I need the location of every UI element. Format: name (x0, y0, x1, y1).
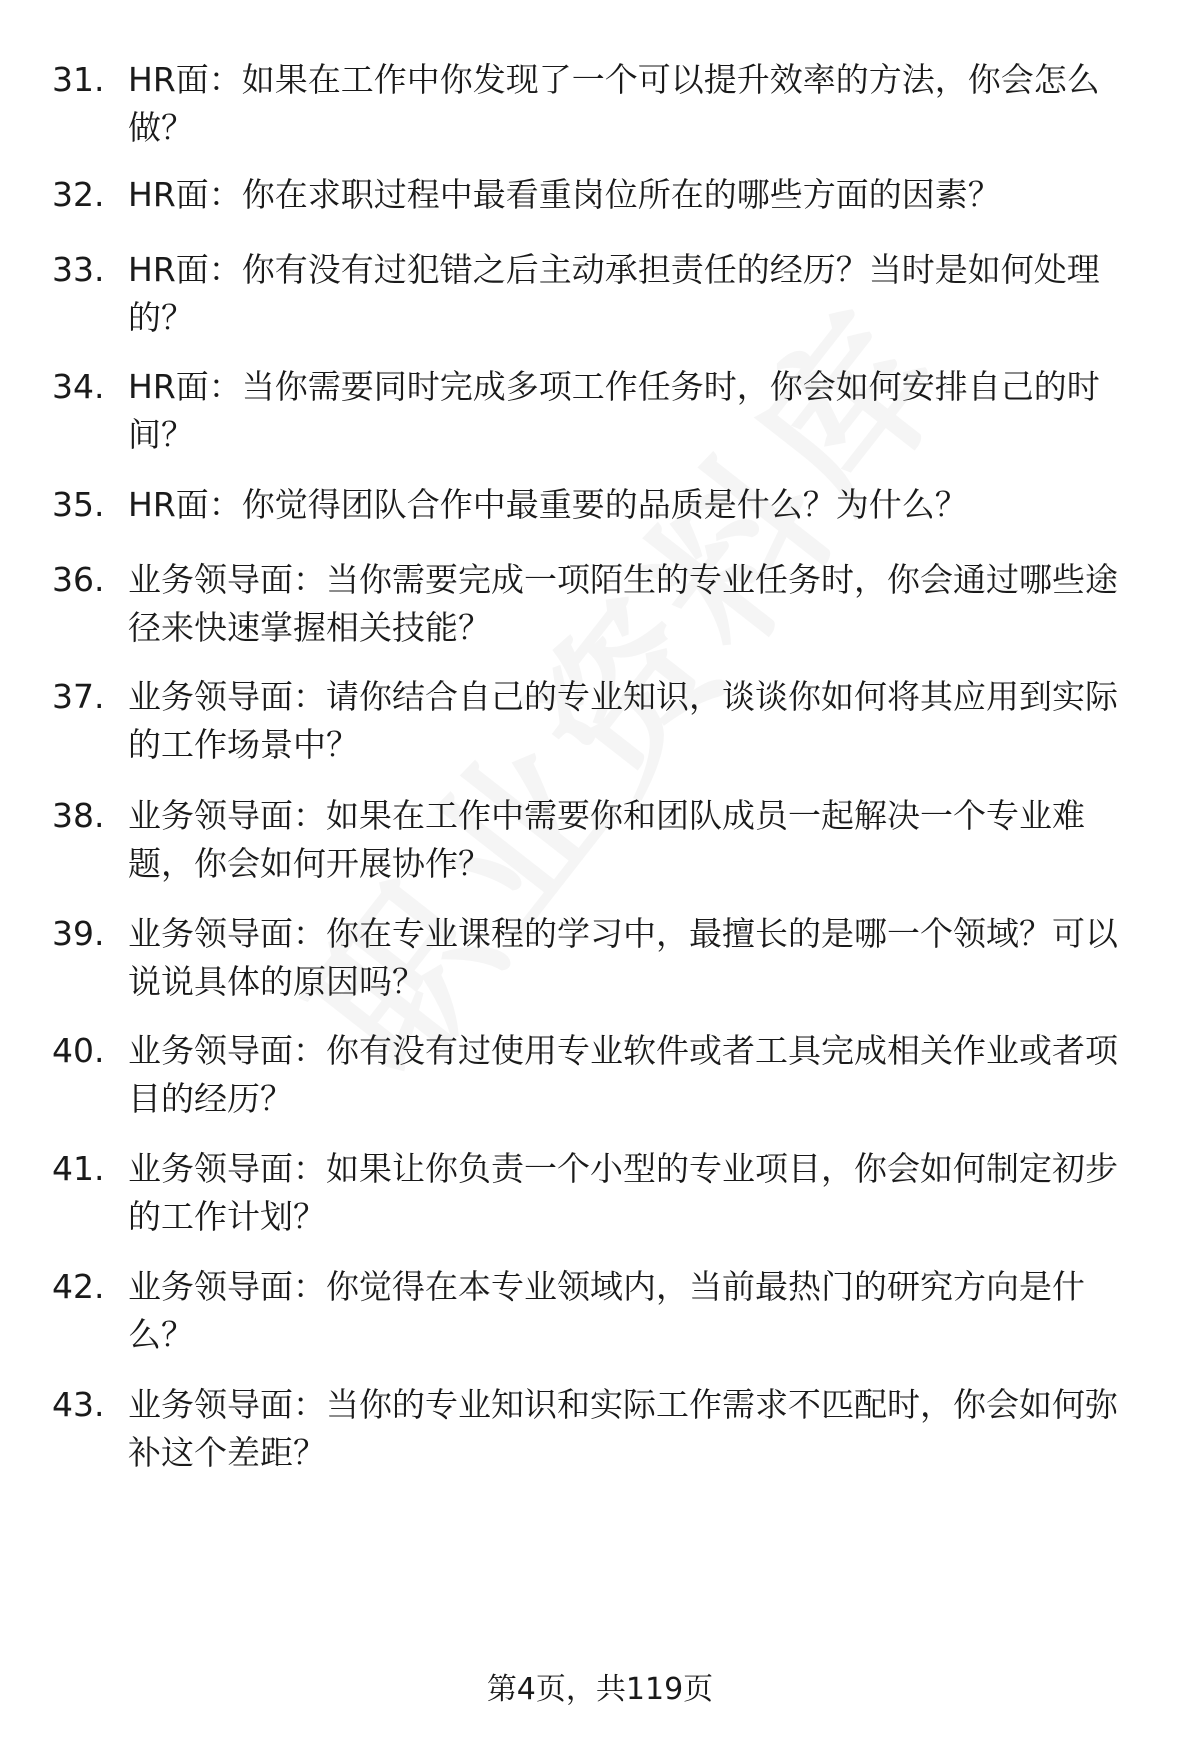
item-text: 业务领导面：请你结合自己的专业知识，谈谈你如何将其应用到实际的工作场景中？ (128, 677, 1118, 764)
item-text: 业务领导面：当你需要完成一项陌生的专业任务时，你会通过哪些途径来快速掌握相关技能？ (128, 560, 1118, 647)
item-number: 36. (52, 560, 105, 599)
item-text: 业务领导面：你觉得在本专业领域内，当前最热门的研究方向是什么？ (128, 1267, 1085, 1354)
list-item (52, 556, 1152, 652)
list-item (52, 1027, 1152, 1123)
item-number: 42. (52, 1267, 105, 1306)
item-text: HR面：当你需要同时完成多项工作任务时，你会如何安排自己的时间？ (128, 367, 1100, 454)
item-number: 40. (52, 1031, 105, 1070)
list-item (52, 171, 1152, 219)
list-item (52, 363, 1152, 459)
item-number: 35. (52, 485, 105, 524)
item-number: 37. (52, 677, 105, 716)
list-item (52, 1145, 1152, 1241)
item-number: 34. (52, 367, 105, 406)
list-item (52, 792, 1152, 888)
item-text: 业务领导面：你在专业课程的学习中，最擅长的是哪一个领域？可以说说具体的原因吗？ (128, 914, 1118, 1001)
item-number: 41. (52, 1149, 105, 1188)
page-footer: 第4页，共119页 (486, 1672, 714, 1707)
list-item (52, 910, 1152, 1006)
item-text: 业务领导面：如果让你负责一个小型的专业项目，你会如何制定初步的工作计划？ (128, 1149, 1118, 1236)
list-item (52, 1263, 1152, 1359)
item-number: 43. (52, 1385, 105, 1424)
item-text: 业务领导面：如果在工作中需要你和团队成员一起解决一个专业难题，你会如何开展协作？ (128, 796, 1085, 883)
list-item (52, 1381, 1152, 1477)
item-number: 33. (52, 250, 105, 289)
list-item (52, 673, 1152, 769)
item-number: 31. (52, 60, 105, 99)
item-text: HR面：你有没有过犯错之后主动承担责任的经历？当时是如何处理的？ (128, 250, 1100, 337)
item-number: 32. (52, 175, 105, 214)
item-text: 业务领导面：当你的专业知识和实际工作需求不匹配时，你会如何弥补这个差距？ (128, 1385, 1118, 1472)
item-text: 业务领导面：你有没有过使用专业软件或者工具完成相关作业或者项目的经历？ (128, 1031, 1118, 1118)
item-text: HR面：你觉得团队合作中最重要的品质是什么？为什么？ (128, 485, 968, 524)
item-number: 38. (52, 796, 105, 835)
list-item (52, 246, 1152, 342)
item-number: 39. (52, 914, 105, 953)
list-item (52, 481, 1152, 529)
list-item (52, 56, 1152, 152)
item-text: HR面：你在求职过程中最看重岗位所在的哪些方面的因素？ (128, 175, 1001, 214)
item-text: HR面：如果在工作中你发现了一个可以提升效率的方法，你会怎么做？ (128, 60, 1100, 147)
